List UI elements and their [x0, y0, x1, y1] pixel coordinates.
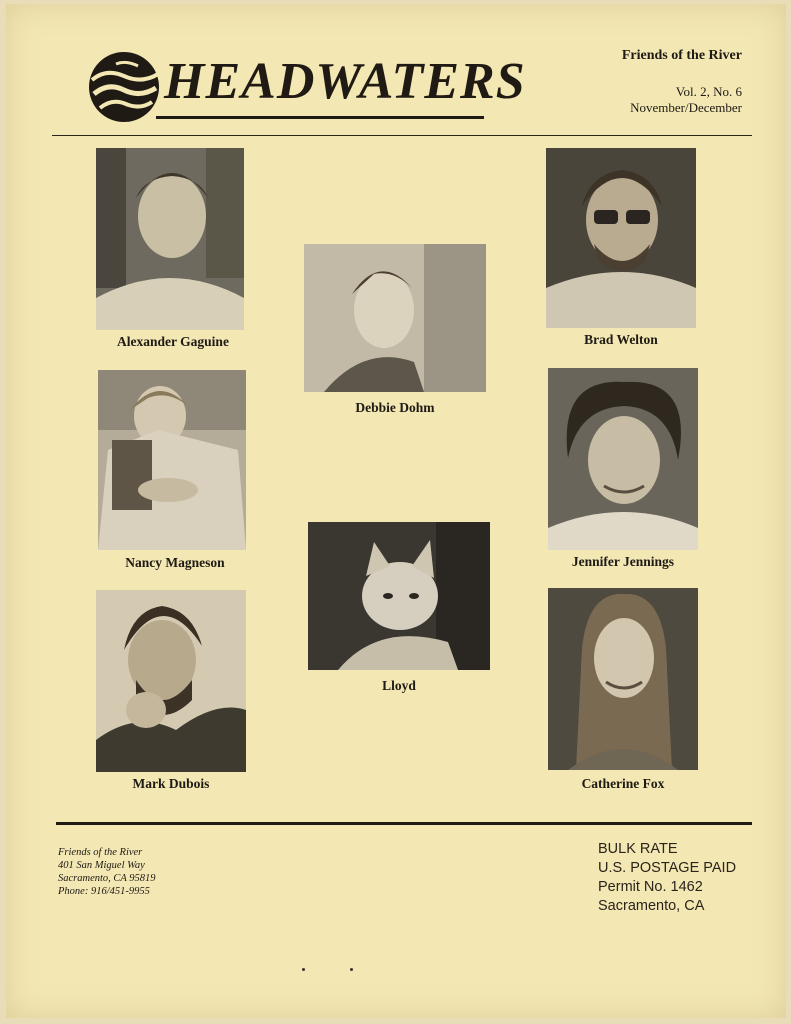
- issue-date: November/December: [630, 100, 742, 115]
- paper-speck: [350, 968, 353, 971]
- address-city: Sacramento, CA 95819: [58, 873, 156, 884]
- portrait-mark-dubois: [96, 590, 246, 772]
- portrait-alexander-gaguine: [96, 148, 244, 330]
- portrait-brad-welton: [546, 148, 696, 328]
- newsletter-cover: [6, 4, 786, 1018]
- organization-name: Friends of the River: [621, 48, 742, 63]
- river-logo-icon: [86, 50, 162, 124]
- caption-debbie-dohm: Debbie Dohm: [355, 400, 435, 415]
- portrait-lloyd-cat: [308, 522, 490, 670]
- masthead-title: HEADWATERS: [164, 53, 526, 110]
- caption-catherine-fox: Catherine Fox: [581, 776, 665, 791]
- masthead-underline: [156, 116, 484, 119]
- caption-jennifer-jennings: Jennifer Jennings: [571, 554, 675, 569]
- header-divider: [52, 135, 752, 136]
- footer-divider: [56, 822, 752, 825]
- portrait-debbie-dohm: [304, 244, 486, 392]
- postage-line-2: U.S. POSTAGE PAID: [598, 860, 737, 876]
- address-street: 401 San Miguel Way: [58, 860, 145, 871]
- postage-line-1: BULK RATE: [598, 841, 678, 857]
- caption-lloyd: Lloyd: [382, 678, 416, 693]
- postage-line-4: Sacramento, CA: [598, 898, 705, 914]
- portrait-jennifer-jennings: [548, 368, 698, 550]
- portrait-nancy-magneson: [98, 370, 246, 550]
- volume-number: Vol. 2, No. 6: [675, 84, 742, 99]
- paper-speck: [302, 968, 305, 971]
- portrait-catherine-fox: [548, 588, 698, 770]
- postage-indicia: [598, 840, 736, 916]
- caption-brad-welton: Brad Welton: [584, 332, 658, 347]
- caption-alexander-gaguine: Alexander Gaguine: [117, 334, 229, 349]
- caption-mark-dubois: Mark Dubois: [132, 776, 210, 791]
- caption-nancy-magneson: Nancy Magneson: [125, 555, 225, 570]
- address-phone: Phone: 916/451-9955: [58, 886, 150, 897]
- return-address: [58, 846, 156, 898]
- postage-line-3: Permit No. 1462: [598, 879, 703, 895]
- address-org: Friends of the River: [58, 847, 143, 858]
